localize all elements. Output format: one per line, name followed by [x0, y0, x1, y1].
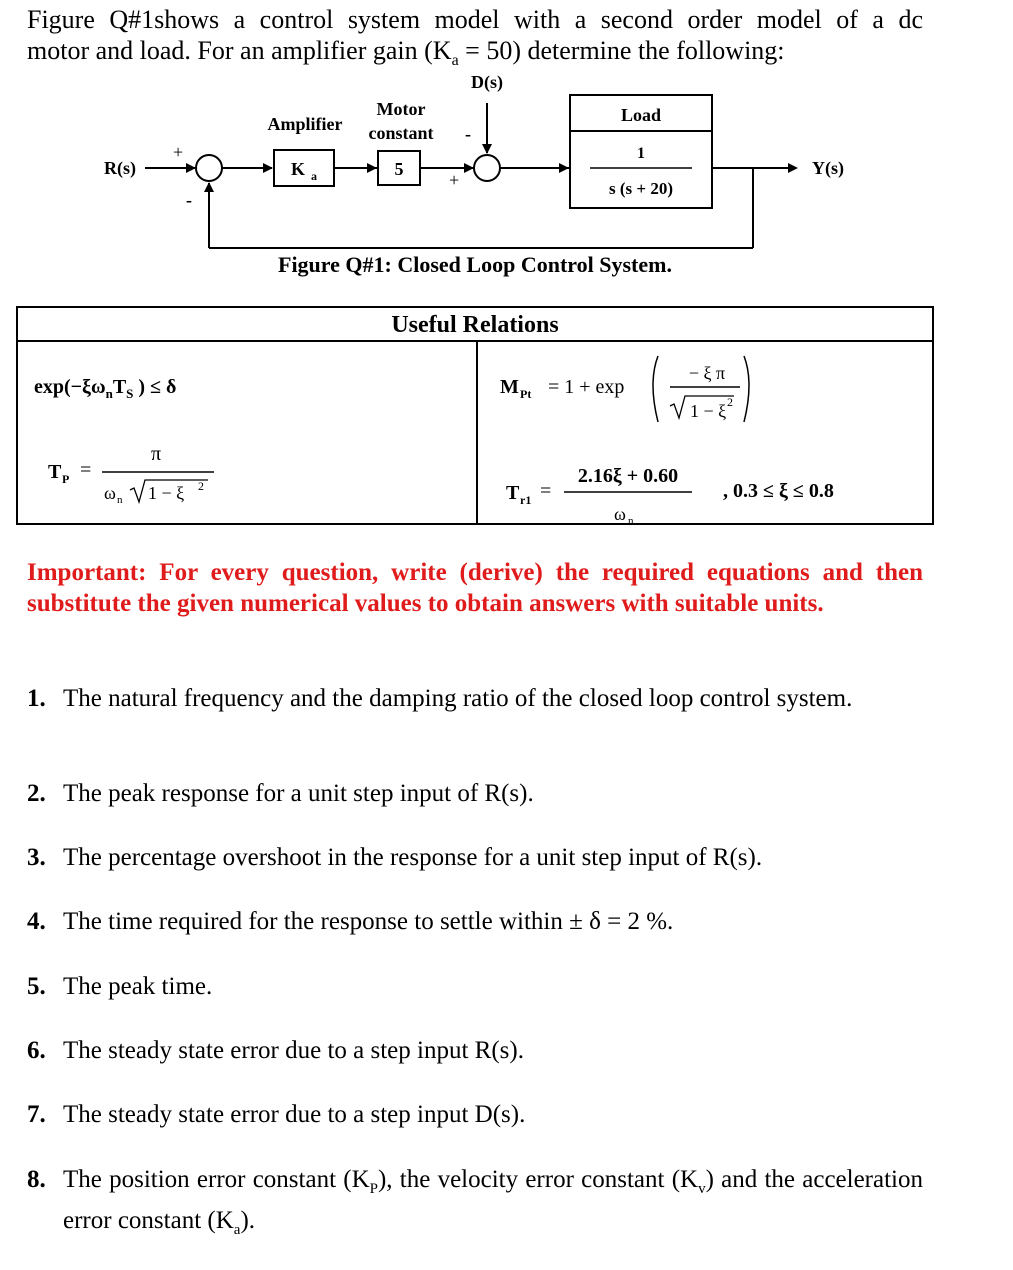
arrowhead-disturbance — [482, 144, 492, 154]
amplifier-gain: K — [290, 159, 306, 179]
load-label: Load — [620, 105, 662, 125]
svg-text:=: = — [80, 459, 92, 481]
arrowhead-feedback — [204, 182, 214, 192]
svg-text:Pt: Pt — [520, 387, 532, 401]
question-2: 2. The peak response for a unit step input of R(s). — [27, 780, 534, 807]
svg-text:T: T — [506, 482, 520, 504]
svg-text:T: T — [48, 461, 62, 483]
summing-junction-1 — [196, 155, 222, 181]
disturbance-label: D(s) — [471, 72, 503, 92]
intro-line-2: motor and load. For an amplifier gain $(K_a = 50)$ determine the following: — [27, 36, 785, 70]
arrowhead-output — [788, 163, 798, 173]
motor-label-2: constant — [368, 123, 434, 143]
rise-time-relation — [506, 465, 834, 525]
question-3: 3. The percentage overshoot in the response for a unit step input of R(s). — [27, 844, 763, 871]
svg-text:2.16ξ + 0.60: 2.16ξ + 0.60 — [577, 465, 679, 487]
motor-value: 5 — [394, 159, 404, 179]
peak-overshoot-relation — [500, 356, 749, 422]
amplifier-label: Amplifier — [267, 114, 343, 134]
intro-paragraph — [27, 4, 923, 76]
arrowhead-amplifier — [263, 163, 273, 173]
svg-text:= 1 + exp: = 1 + exp — [548, 376, 625, 398]
question-1: 1. The natural frequency and the damping ratio of the closed loop control system. — [27, 685, 853, 712]
load-denominator: s (s + 20) — [609, 179, 673, 198]
intro-line-1: Figure Q#1shows a control system model with a second order model of a dc — [27, 5, 923, 34]
question-4: 4. The time required for the response to settle within ± δ = 2 %. — [27, 908, 674, 935]
question-7: 7. The steady state error due to a step input D(s). — [27, 1101, 526, 1128]
svg-text:=: = — [540, 480, 552, 502]
arrowhead-load — [559, 163, 569, 173]
arrowhead-motor — [367, 163, 377, 173]
svg-text:ω: ω — [614, 504, 626, 524]
svg-text:2: 2 — [727, 395, 733, 409]
arrowhead-sum2 — [464, 163, 474, 173]
svg-text:P: P — [62, 472, 70, 486]
svg-text:n: n — [117, 494, 123, 506]
svg-text:2: 2 — [198, 479, 204, 493]
amplifier-gain-sub: a — [311, 169, 317, 183]
summing-junction-2 — [474, 155, 500, 181]
svg-text:1 − ξ: 1 − ξ — [148, 483, 185, 503]
block-diagram — [0, 70, 1013, 255]
svg-text:π: π — [150, 443, 162, 465]
relations-title: Useful Relations — [18, 308, 932, 342]
motor-label-1: Motor — [376, 99, 426, 119]
svg-text:n: n — [628, 515, 634, 525]
question-6: 6. The steady state error due to a step input R(s). — [27, 1037, 524, 1064]
relations-formulas — [18, 342, 932, 525]
svg-text:ω: ω — [104, 483, 116, 503]
input-label: R(s) — [104, 158, 136, 178]
sum1-minus-sign: - — [186, 190, 192, 210]
svg-text:M: M — [500, 376, 519, 398]
figure-caption: Figure Q#1: Closed Loop Control System. — [278, 252, 672, 277]
peak-time-relation — [48, 443, 214, 506]
sum2-plus-sign: + — [449, 170, 460, 190]
load-numerator: 1 — [637, 145, 645, 162]
sum1-plus-sign: + — [173, 142, 184, 162]
important-note: Important: For every question, write (derive) the required equations and then substitute the given numerical values to obtain answers with suitable units. — [27, 559, 923, 617]
sum2-minus-sign: - — [465, 124, 471, 144]
svg-text:− ξ π: − ξ π — [688, 363, 726, 383]
output-label: Y(s) — [812, 158, 844, 178]
svg-text:1 − ξ: 1 − ξ — [690, 401, 727, 421]
arrowhead-sum1 — [186, 163, 196, 173]
settling-relation: $\exp(-\xi\omega_nT_S$ ) ≤ δ — [34, 376, 177, 401]
question-5: 5. The peak time. — [27, 973, 213, 1000]
useful-relations-table — [16, 306, 934, 525]
question-8: 8. The position error constant $(K_P)$, the velocity error constant $(K_v)$ and the acceleration error constant $(K_a)$. — [27, 1166, 923, 1238]
svg-text:r1: r1 — [520, 493, 532, 507]
svg-text:, 0.3 ≤ ξ ≤ 0.8: , 0.3 ≤ ξ ≤ 0.8 — [723, 480, 834, 502]
